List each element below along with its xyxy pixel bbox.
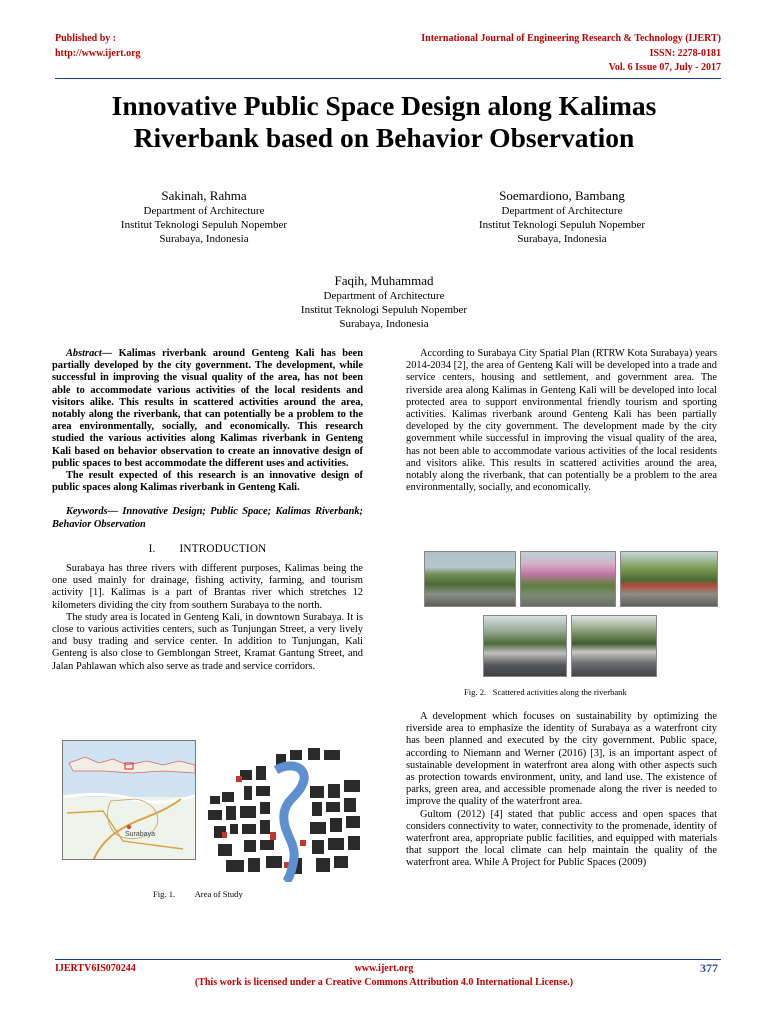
abstract-label: Abstract—: [66, 348, 113, 359]
figure-ground-graphic: [200, 740, 366, 882]
riverbank-photo-4: [483, 615, 567, 677]
left-column: [52, 348, 363, 673]
keywords-text: Innovative Design; Public Space; Kalimas Riverbank; Behavior Observation: [52, 506, 363, 530]
author-institution: Institut Teknologi Sepuluh Nopember: [120, 219, 288, 231]
publisher-url[interactable]: http://www.ijert.org: [55, 48, 141, 59]
figure-2-caption: [464, 687, 627, 697]
author-block-2: [432, 188, 692, 246]
location-map: [62, 740, 196, 860]
paper-title: [40, 90, 728, 154]
right-column-top: [406, 348, 717, 494]
right-paragraph-3: Gultom (2012) [4] stated that public access and open spaces that considers connectivity to water, connectivity to the promenade, identity of waterfront area, appropriate public facilities, and equipped with materials that support the local climate can help maintain the quality of the waterfront area. While A Project for Public Spaces (2009): [406, 808, 717, 869]
map-label-surabaya: Surabaya: [125, 831, 155, 838]
riverbank-photo-5: [571, 615, 657, 677]
section-title: INTRODUCTION: [179, 542, 267, 555]
keywords-label: Keywords—: [66, 506, 118, 518]
right-paragraph-1: According to Surabaya City Spatial Plan (RTRW Kota Surabaya) years 2014-2034 [2], the area of Genteng Kali will be developed into a trade and service centers, housing and settlement, and government area. The riverside area along Kalimas in Genteng Kali will be developed into local protected area to support environmental friendly tourism and sporting activities. Kalimas riverbank around Genteng Kali has been partially developed by the city government. The development made by the city government while successful in improving the visual quality of the area, has not been able to accommodate various activities of the local residents and visitors alike. This results in scattered activities around the area, notably along the riverbank, that can potentially be a problem to the area environmentally, socially, and economically.: [406, 348, 717, 494]
author-institution: Institut Teknologi Sepuluh Nopember: [300, 304, 468, 316]
riverbank-photo-3: [620, 551, 718, 607]
riverbank-photo-2: [520, 551, 616, 607]
figure-1-title: Area of Study: [194, 889, 243, 899]
figure-2-number: Fig. 2.: [464, 687, 487, 697]
figure-1-caption: [153, 889, 243, 899]
intro-paragraph-1: Surabaya has three rivers with different purposes, Kalimas being the one used mainly for drainage, fishing activity, farming, and tourism activity [1]. Kalimas is a part of Brantas river which stretches 12 kilometers dividing the city from southern Surabaya to the north.: [52, 563, 363, 611]
author-dept: Department of Architecture: [323, 290, 445, 302]
abstract-text: Kalimas riverbank around Genteng Kali has been partially developed by the city government. The development, while successful in improving the visual quality of the area, has not been able to accommodate various activities of the local residents and visitors alike. This results in scattered activities around the area, notably along the riverbank, that can potentially be a problem to the area environmentally, socially, and economically. This research studied the various activities along Kalimas riverbank in Genteng Kali based on behavior observation to create an innovative design of public spaces to best accommodate the different uses and activities.: [52, 348, 363, 469]
volume-info: Vol. 6 Issue 07, July - 2017: [608, 62, 721, 73]
section-heading-introduction: [52, 543, 363, 555]
journal-name: International Journal of Engineering Research & Technology (IJERT): [421, 33, 721, 44]
page-number: 377: [700, 961, 718, 975]
author-institution: Institut Teknologi Sepuluh Nopember: [478, 219, 646, 231]
published-by: Published by :: [55, 33, 117, 44]
riverbank-photo-1: [424, 551, 516, 607]
abstract: [52, 348, 363, 470]
author-city: Surabaya, Indonesia: [339, 318, 429, 330]
author-name: Sakinah, Rahma: [161, 188, 247, 203]
footer-url[interactable]: www.ijert.org: [354, 963, 414, 974]
section-number: I.: [148, 542, 156, 555]
intro-paragraph-2: The study area is located in Genteng Kali, in downtown Surabaya. It is close to various activities centers, such as Tunjungan Street, a very lively and busy trading and service center. In addition to Tunjungan, Kali Genteng is also close to Gemblongan Street, Kramat Gantung Street, and Jalan Pahlawan which also serve as trade and service corridors.: [52, 611, 363, 672]
figure-2-title: Scattered activities along the riverbank: [492, 687, 627, 697]
author-dept: Department of Architecture: [143, 205, 265, 217]
author-city: Surabaya, Indonesia: [159, 233, 249, 245]
figure-1-number: Fig. 1.: [153, 889, 176, 899]
issn: ISSN: 2278-0181: [649, 48, 721, 59]
location-map-graphic: [63, 741, 196, 860]
author-name: Soemardiono, Bambang: [499, 188, 625, 203]
header-rule: [55, 78, 721, 79]
author-city: Surabaya, Indonesia: [517, 233, 607, 245]
author-block-3: [254, 273, 514, 331]
figure-ground-map: [200, 740, 366, 882]
author-block-1: [74, 188, 334, 246]
right-column-bottom: [406, 711, 717, 870]
footer-license: (This work is licensed under a Creative Commons Attribution 4.0 International License.): [194, 977, 574, 988]
title-line-1: Innovative Public Space Design along Kalimas: [111, 90, 657, 121]
keywords: [52, 506, 363, 530]
author-name: Faqih, Muhammad: [334, 273, 434, 288]
right-paragraph-2: A development which focuses on sustainability by optimizing the riverside area to emphasize the identity of Surabaya as a waterfront city has been planned and executed by the city government. Public space, according to Niemann and Werner (2016) [3], is an important aspect of sustainable development in waterfront area along with other aspects such as protection towards environment, unity, and land use. The existence of parks, green area, and accessible promenade along the river is needed to improve the quality of the waterfront area.: [406, 711, 717, 808]
author-dept: Department of Architecture: [501, 205, 623, 217]
abstract-result: The result expected of this research is an innovative design of public spaces along Kalimas riverbank in Genteng Kali.: [52, 470, 363, 494]
footer-paper-id: IJERTV6IS070244: [55, 963, 136, 974]
title-line-2: Riverbank based on Behavior Observation: [133, 122, 635, 153]
footer-rule: [55, 959, 721, 960]
